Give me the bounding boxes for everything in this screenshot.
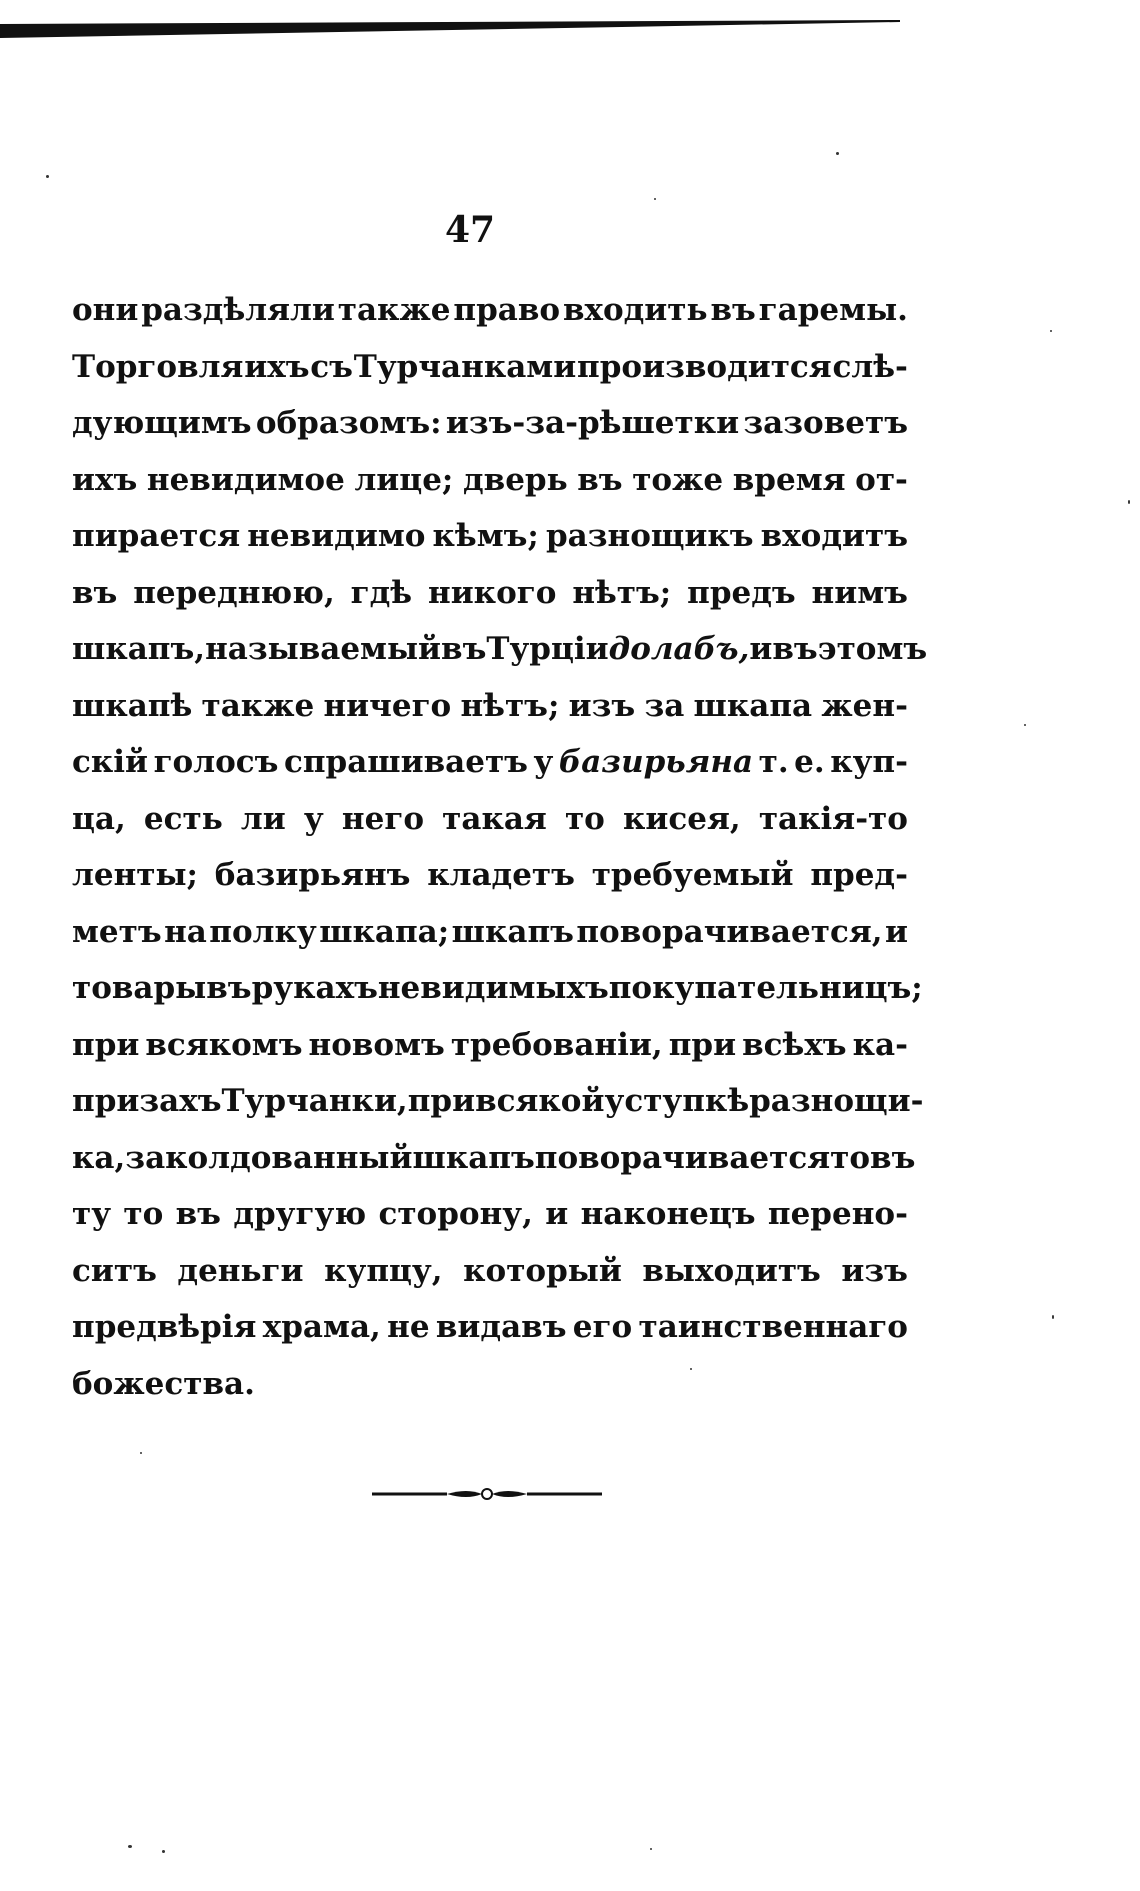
speck xyxy=(1024,724,1026,726)
word: таинственнаго xyxy=(638,1309,908,1345)
word: дующимъ xyxy=(72,405,252,441)
speck xyxy=(1052,1315,1054,1319)
text-line xyxy=(72,1017,908,1074)
speck xyxy=(1050,330,1052,332)
word: скій xyxy=(72,744,149,780)
word: всѣхъ xyxy=(742,1026,847,1063)
text-line xyxy=(72,621,928,678)
word: при xyxy=(72,1026,140,1063)
text-line xyxy=(72,452,908,509)
text-line xyxy=(72,565,908,622)
word: метъ xyxy=(72,913,162,950)
word: въ xyxy=(206,970,252,1006)
word: другую xyxy=(233,1196,367,1232)
word: разнощи- xyxy=(749,1083,924,1119)
text-line xyxy=(72,1073,924,1130)
word: такія-то xyxy=(758,800,908,837)
speck xyxy=(128,1845,132,1848)
word: шкапъ xyxy=(412,1139,535,1176)
word: также xyxy=(337,292,451,328)
text-line xyxy=(72,508,908,565)
ornament-divider xyxy=(372,1482,602,1506)
word: ка- xyxy=(852,1026,908,1063)
word: шкапъ xyxy=(451,913,574,950)
word: при xyxy=(407,1083,476,1119)
speck xyxy=(1128,500,1130,504)
word: и xyxy=(749,631,773,667)
word: куп- xyxy=(830,744,908,780)
word: требованіи, xyxy=(450,1026,663,1063)
word: въ xyxy=(710,292,756,328)
word: нимъ xyxy=(811,574,908,611)
word: видавъ xyxy=(435,1309,567,1345)
word: него xyxy=(341,800,425,837)
word: шкапа xyxy=(693,687,813,724)
word: и xyxy=(884,913,908,950)
word: въ xyxy=(175,1196,221,1232)
word: жен- xyxy=(821,687,908,724)
word: ка, xyxy=(72,1139,126,1176)
word: всякомъ xyxy=(145,1026,303,1063)
word: покупательницъ; xyxy=(608,970,923,1006)
word: гдѣ xyxy=(350,574,413,611)
word: ца, xyxy=(72,800,126,837)
word: базирьянъ xyxy=(214,857,411,893)
speck xyxy=(654,198,656,200)
word: шкапѣ xyxy=(72,687,193,724)
text-line xyxy=(72,847,908,904)
word: называемый xyxy=(205,631,442,667)
word: то xyxy=(123,1196,164,1232)
body-text xyxy=(72,282,928,1412)
word: призахъ xyxy=(72,1083,222,1119)
word: нѣтъ; xyxy=(460,687,560,724)
word: выходитъ xyxy=(642,1252,821,1289)
speck xyxy=(836,152,839,155)
word: Турчанками xyxy=(353,348,577,385)
word: поворачивается, xyxy=(576,913,883,950)
word: купцу, xyxy=(324,1252,443,1289)
word: предъ xyxy=(687,574,796,611)
word: въ xyxy=(72,574,118,611)
word: этомъ xyxy=(817,631,928,667)
word: наконецъ xyxy=(580,1196,756,1232)
word: при xyxy=(668,1026,737,1063)
word: поворачивается xyxy=(534,1139,831,1176)
word: въ xyxy=(870,1139,916,1176)
word: образомъ: xyxy=(255,405,442,441)
text-line xyxy=(72,1186,908,1243)
speck xyxy=(162,1850,165,1853)
speck xyxy=(140,1452,142,1454)
word: предвѣрія xyxy=(72,1309,257,1345)
word: ничего xyxy=(323,687,452,724)
word: рукахъ xyxy=(251,970,378,1006)
word: переднюю, xyxy=(133,574,335,611)
word: который xyxy=(463,1252,622,1289)
word: ихъ xyxy=(244,348,310,385)
word: от- xyxy=(855,461,908,498)
word: съ xyxy=(310,348,353,385)
word: раздѣляли xyxy=(141,292,335,328)
word: слѣ- xyxy=(832,348,908,385)
word: никого xyxy=(428,574,557,611)
word: шкапъ, xyxy=(72,631,206,667)
word: изъ-за-рѣшетки xyxy=(445,405,740,441)
text-line xyxy=(72,960,923,1017)
word: въ xyxy=(441,631,487,667)
word: входитъ xyxy=(760,518,908,554)
word: есть xyxy=(143,800,223,837)
word: Турціи xyxy=(486,631,609,667)
word: у xyxy=(533,744,554,780)
word: гаремы. xyxy=(758,292,908,328)
text-line xyxy=(72,1299,908,1356)
word: изъ xyxy=(841,1252,908,1289)
italic-word: долабъ, xyxy=(608,631,750,667)
word: пред- xyxy=(810,857,908,893)
word: заколдованный xyxy=(125,1139,413,1176)
word: на xyxy=(164,913,207,950)
speck xyxy=(650,1848,652,1850)
word: ту xyxy=(72,1196,112,1232)
page-number: 47 xyxy=(444,209,496,251)
word: спрашиваетъ xyxy=(283,744,528,780)
text-line xyxy=(72,1356,908,1413)
word: невидимое xyxy=(146,461,345,498)
top-border-rule xyxy=(0,18,900,40)
word: они xyxy=(72,292,139,328)
text-line xyxy=(72,678,908,735)
word: нѣтъ; xyxy=(572,574,672,611)
word: изъ xyxy=(568,687,636,724)
text-line xyxy=(72,1243,908,1300)
word: уступкѣ xyxy=(604,1083,750,1119)
word: всякой xyxy=(475,1083,605,1119)
text-line xyxy=(72,395,908,452)
word: и xyxy=(545,1196,569,1232)
word: ленты; xyxy=(72,857,198,893)
word: Торговля xyxy=(72,348,244,385)
word: голосъ xyxy=(153,744,279,780)
word: лице; xyxy=(354,461,454,498)
word: божества. xyxy=(72,1365,255,1402)
word: у xyxy=(303,800,324,837)
word: ли xyxy=(240,800,286,837)
text-line xyxy=(72,339,908,396)
word: въ xyxy=(577,461,623,498)
word: также xyxy=(201,687,315,724)
word: перено- xyxy=(767,1196,908,1232)
word: невидимыхъ xyxy=(377,970,609,1006)
word: т. xyxy=(758,744,789,780)
text-line xyxy=(72,282,908,339)
word: ситъ xyxy=(72,1252,157,1289)
word: пирается xyxy=(72,518,241,554)
word: входить xyxy=(562,292,708,328)
word: полку xyxy=(209,913,317,950)
word: Турчанки, xyxy=(221,1083,408,1119)
word: въ xyxy=(772,631,818,667)
word: деньги xyxy=(177,1252,304,1289)
word: такая xyxy=(442,800,547,837)
word: зазоветъ xyxy=(743,405,908,441)
italic-word: базирьяна xyxy=(558,744,754,780)
word: не xyxy=(387,1309,430,1345)
word: кѣмъ; xyxy=(432,518,539,554)
word: право xyxy=(453,292,561,328)
text-line xyxy=(72,904,908,961)
word: то xyxy=(564,800,605,837)
word: кисея, xyxy=(623,800,741,837)
word: товары xyxy=(72,970,207,1006)
text-line xyxy=(72,734,908,791)
word: производится xyxy=(577,348,832,385)
word: шкапа; xyxy=(319,913,450,950)
word: ихъ xyxy=(72,461,138,498)
word: за xyxy=(644,687,685,724)
text-line xyxy=(72,1130,916,1187)
word: дверь xyxy=(463,461,568,498)
word: е. xyxy=(794,744,825,780)
speck xyxy=(690,1368,692,1370)
word: храма, xyxy=(262,1309,381,1345)
word: новомъ xyxy=(308,1026,445,1063)
text-line xyxy=(72,791,908,848)
word: требуемый xyxy=(591,857,794,893)
word: время xyxy=(732,461,846,498)
word: невидимо xyxy=(247,518,426,554)
word: тоже xyxy=(632,461,724,498)
word: его xyxy=(572,1309,633,1345)
speck xyxy=(46,175,49,178)
word: разнощикъ xyxy=(545,518,754,554)
word: кладетъ xyxy=(427,857,575,893)
word: то xyxy=(830,1139,871,1176)
word: сторону, xyxy=(378,1196,533,1232)
